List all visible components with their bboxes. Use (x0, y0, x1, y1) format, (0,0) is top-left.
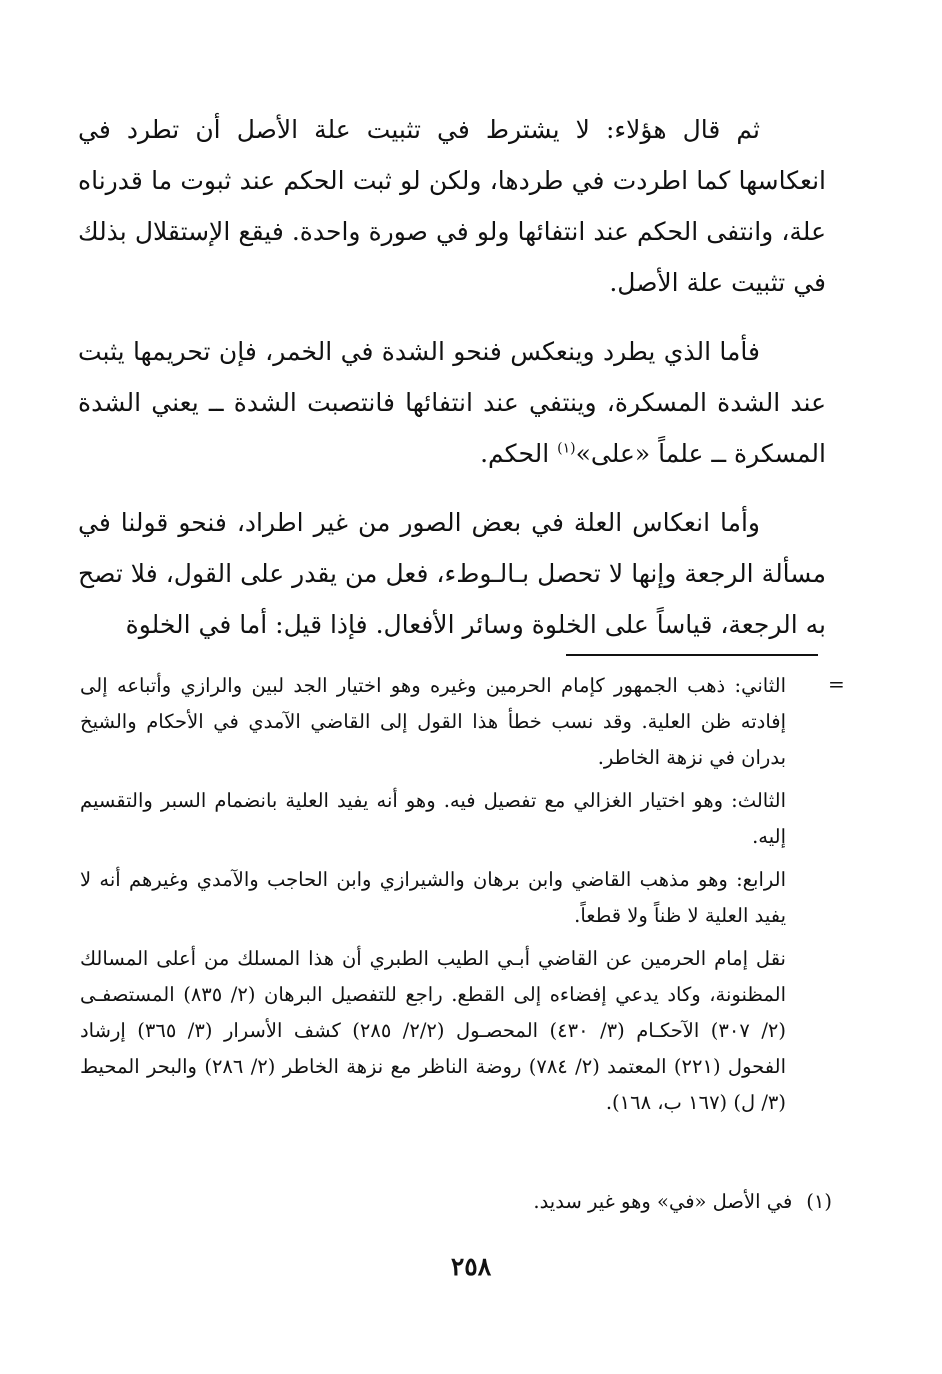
paragraph-2-tail: الحكم. (480, 439, 558, 468)
footnote-1-text: في الأصل «في» وهو غير سديد. (533, 1190, 793, 1213)
paragraph-1: ثم قال هؤلاء: لا يشترط في تثبيت علة الأصل أن تطرد في انعكاسها كما اطردت في طردها، ولكن لو ثبت الحكم عند ثبوت ما قدرناه علة، وانتفى الحكم عند انتفائها ولو في صورة واحدة. فيقع الإستقلال بذلك في تثبيت علة الأصل. (78, 115, 826, 297)
page-number: ٢٥٨ (450, 1252, 492, 1281)
footnote-1-number: (١) (806, 1190, 832, 1213)
continuation-mark: = (828, 672, 845, 696)
footnotes (80, 668, 786, 1128)
footnote-ref-1: (١) (557, 440, 576, 457)
footnote-third: الثالث: وهو اختيار الغزالي مع تفصيل فيه. وهو أنه يفيد العلية بانضمام السبر والتقسيم إليه. (80, 789, 786, 848)
main-text (78, 104, 826, 668)
paragraph-2 (78, 326, 826, 479)
paragraph-3: وأما انعكاس العلة في بعض الصور من غير اطراد، فنحو قولنا في مسألة الرجعة وإنها لا تحصل بـالـوطء، فعل من يقدر على القول، فلا تصح به الرجعة، قياساً على الخلوة وسائر الأفعال. فإذا قيل: أما في الخلوة (78, 508, 826, 639)
paragraph-2-text: فأما الذي يطرد وينعكس فنحو الشدة في الخمر، فإن تحريمها يثبت عند الشدة المسكرة، وينتفي عند انتفائها فانتصبت الشدة ــ يعني الشدة المسكرة ــ علماً «على» (78, 337, 826, 468)
footnote-fourth: الرابع: وهو مذهب القاضي وابن برهان والشيرازي وابن الحاجب والآمدي وغيرهم أنه لا يفيد العلية لا ظناً ولا قطعاً. (80, 868, 786, 927)
footnote-second: الثاني: ذهب الجمهور كإمام الحرمين وغيره وهو اختيار الجد لبين والرازي وأتباعه إلى إفادته ظن العلية. وقد نسب خطأ هذا القول إلى القاضي الآمدي في الأحكام والشيخ بدران في نزهة الخاطر. (80, 674, 786, 769)
footnote-references: نقل إمام الحرمين عن القاضي أبـي الطيب الطبري أن هذا المسلك من أعلى المسالك المظنونة، وكاد يدعي إفضاءه إلى القطع. راجع للتفصيل البرهان (٢/ ٨٣٥) المستصفـى (٢/ ٣٠٧) الآحكـام (٣/ ٤٣٠) المحصـول (٢/٢/ ٢٨٥) كشف الأسرار (٣/ ٣٦٥) إرشاد الفحول (٢٢١) المعتمد (٢/ ٧٨٤) روضة الناظر مع نزهة الخاطر (٢/ ٢٨٦) والبحر المحيط (٣/ ل) (١٦٧ ب، ١٦٨). (80, 947, 786, 1114)
footnote-divider (566, 654, 818, 656)
footnote-1 (80, 1184, 832, 1220)
